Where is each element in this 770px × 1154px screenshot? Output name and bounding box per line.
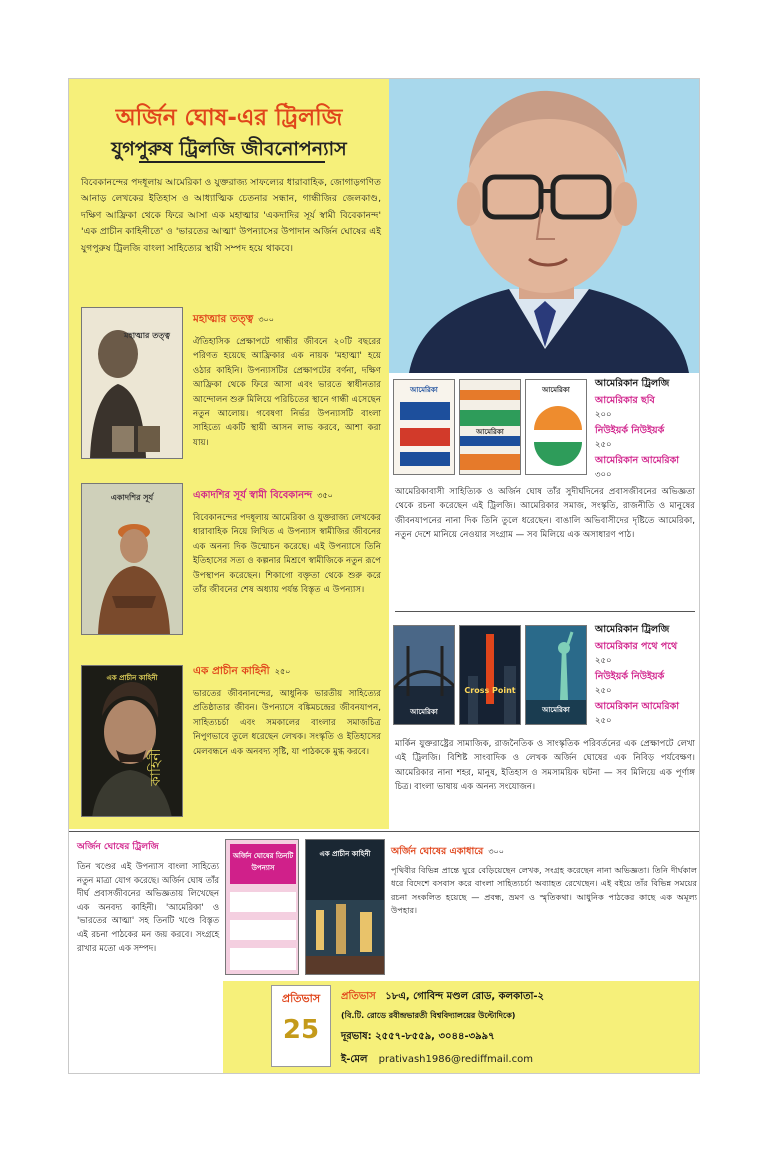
- right-top-item-2-price: ২৫০: [595, 440, 612, 450]
- author-portrait: [389, 79, 700, 373]
- right-top-item-1: আমেরিকার ছবি: [595, 395, 655, 406]
- publisher-email-label: ই-মেল: [341, 1054, 368, 1065]
- book-2-price: ৩৫০: [317, 491, 333, 500]
- page-title: অর্জিন ঘোষ-এর ট্রিলজি: [115, 105, 343, 131]
- right-top-item-3-price: ৩০০: [595, 470, 612, 480]
- bottom-cover-1: [225, 839, 299, 975]
- bottom-cover-2-label: এক প্রাচীন কাহিনী: [319, 850, 371, 858]
- bottom-left-section: [77, 839, 219, 955]
- right-bottom-item-1: আমেরিকার পথে পথে: [595, 641, 678, 652]
- bottom-right-section: [391, 839, 697, 918]
- book-1-price: ৩০০: [258, 315, 274, 324]
- bottom-cover-1-label: অর্জিন ঘোষের তিনটি উপন্যাস: [232, 852, 294, 872]
- right-top-cover-3: [525, 379, 587, 475]
- section-divider-bottom: [69, 831, 700, 832]
- right-bottom-section: [389, 617, 700, 831]
- bottom-right-description: পৃথিবীর বিভিন্ন প্রান্তে ঘুরে বেড়িয়েছেন লেখক, সংগ্রহ করেছেন নানা অভিজ্ঞতা। তিনি দীর্ঘকাল ধরে বিদেশে বসবাস করে বাংলা সাহিত্যচর্চা অব্যাহত রেখেছেন। এই বইয়ে তাঁর বিভিন্ন সময়ের রচনা সংকলিত হয়েছে — প্রবন্ধ, ভ্রমণ ও স্মৃতিকথা। আধুনিক পাঠকের কাছে এক অমূল্য উপহার।: [391, 865, 697, 916]
- right-bottom-item-1-price: ২৫০: [595, 656, 612, 666]
- right-bottom-cover-3-label: আমেরিকা: [542, 706, 570, 714]
- bottom-right-price: ৩০০: [488, 847, 504, 856]
- book-3-info: [193, 659, 381, 759]
- book-cover-1: [81, 307, 183, 459]
- right-top-description: আমেরিকাবাসী সাহিত্যিক ও অর্জিন ঘোষ তাঁর সুদীর্ঘদিনের প্রবাসজীবনের অভিজ্ঞতা থেকে রচনা করেছেন এই ট্রিলজি। আমেরিকার সমাজ, সংস্কৃতি, রাজনীতি ও মানুষের জীবনযাপনের নানা দিক তিনি তুলে ধরেছেন। বাঙালি অভিবাসীদের দৃষ্টিতে আমেরিকা, নতুন দেশে মানিয়ে নেওয়ার সংগ্রাম — সব মিলিয়ে এক অসাধারণ পাঠ।: [395, 487, 695, 541]
- right-bottom-cover-1-label: আমেরিকা: [410, 708, 438, 716]
- city-cover-art: [460, 626, 521, 725]
- right-divider-1: [395, 611, 695, 612]
- book-3-title: এক প্রাচীন কাহিনী: [193, 665, 270, 677]
- right-top-item-3: আমেরিকান আমেরিকা: [595, 455, 680, 466]
- book-1-title: মহাত্মার তত্ত্ব: [193, 313, 254, 325]
- publisher-phone: দূরভাষ: ২৫৫৭-৮৫৫৯, ৩০৪৪-৩৯৯৭: [341, 1031, 495, 1042]
- right-top-list: [595, 377, 699, 482]
- right-top-section: [389, 373, 700, 609]
- publisher-name: প্রতিভাস: [341, 991, 376, 1002]
- book-2-description: বিবেকানন্দের পদধূলায় আমেরিকা ও যুক্তরাজ্য লেখকের ধারাবাহিক নিয়ে লিখিত এ উপন্যাস স্বামীজির জীবনের এক অনন্য দিক উন্মোচন করেছে। এই উপন্যাসে তিনি ইতিহাসের সত্য ও কল্পনার মিশ্রণে স্বামীজিকে নতুন রূপে উপস্থাপন করেছেন। শিকাগো বক্তৃতা থেকে শুরু করে তাঁর জীবনের শেষ অধ্যায় পর্যন্ত বিস্তৃত এ উপন্যাস।: [193, 513, 381, 596]
- right-bottom-description: মার্কিন যুক্তরাষ্ট্রের সামাজিক, রাজনৈতিক ও সাংস্কৃতিক পরিবর্তনের এক প্রেক্ষাপটে লেখা এই ট্রিলজি। বিশিষ্ট সাংবাদিক ও লেখক অর্জিন ঘোষের এক নিবিড় পর্যবেক্ষণ। আমেরিকার নানা শহর, মানুষ, ইতিহাস ও সমসাময়িক ঘটনা — সব মিলিয়ে এক পূর্ণাঙ্গ চিত্র। বাংলা ভাষায় এক অনন্য সংযোজন।: [395, 739, 695, 793]
- publisher-logo: [271, 985, 331, 1067]
- bankim-cover-image: [82, 666, 183, 817]
- book-cover-3: [81, 665, 183, 817]
- intro-paragraph: বিবেকানন্দের পদধূলায় আমেরিকা ও যুক্তরাজ্য সাফল্যের ধারাবাহিক, জোগাড়গণিত আনাড় লেখকের ইতিহাস ও আধ্যাত্মিক চেতনার সন্ধান, গান্ধীজির জেলকাণ্ড, দক্ষিণ আফ্রিকা থেকে ফিরে আসা এক মহাত্মার 'একদাদির সূর্য স্বামী বিবেকানন্দ' 'এক প্রাচীন কাহিনীতে' ও 'ভারতের আত্মা' উপন্যাসের উপাদান অর্জিন ঘোষের এই যুগপুরুষ ট্রিলজি বাংলা সাহিত্যের স্থায়ী সম্পদ হয়ে থাকবে।: [81, 177, 381, 254]
- bottom-left-title: অর্জিন ঘোষের ট্রিলজি: [77, 842, 159, 852]
- publisher-logo-text: প্রতিভাস: [281, 992, 321, 1005]
- bottom-right-title: অর্জিন ঘোষের একাধারে: [391, 846, 484, 857]
- right-top-cover-2: [459, 379, 521, 475]
- book-3-description: ভারতের জীবনানন্দের, আধুনিক ভারতীয় সাহিত্যের প্রতিষ্ঠাতার জীবন। উপন্যাসে বঙ্কিমচন্দ্রের জীবনযাপন, সাহিত্যচর্চা এবং সমকালের বাংলার সমাজচিত্র নিপুণভাবে তুলে ধরেছেন লেখক। সংস্কৃতি ও ইতিহাসের মেলবন্ধনে এক অনবদ্য সৃষ্টি, যা পাঠককে মুগ্ধ করবে।: [193, 689, 381, 757]
- right-bottom-cover-1: [393, 625, 455, 725]
- right-top-cover-1-label: আমেরিকা: [410, 386, 438, 394]
- right-top-cover-2-label: আমেরিকা: [476, 428, 504, 436]
- bottom-cover-2: [305, 839, 385, 975]
- right-bottom-item-2: নিউইয়র্ক নিউইয়র্ক: [595, 671, 665, 682]
- right-bottom-heading: আমেরিকান ট্রিলজি: [595, 624, 670, 635]
- right-top-heading: আমেরিকান ট্রিলজি: [595, 378, 670, 389]
- page-subtitle: যুগপুরুষ ট্রিলজি জীবনোপন্যাস: [111, 138, 347, 160]
- right-bottom-list: [595, 623, 699, 728]
- book-2-title: একাদশির সূর্য স্বামী বিবেকানন্দ: [193, 490, 313, 501]
- right-top-cover-1: [393, 379, 455, 475]
- book-cover-2: [81, 483, 183, 635]
- book-cover-3-title: এক প্রাচীন কাহিনী: [106, 674, 158, 682]
- book-advertisement: [68, 78, 700, 1074]
- right-bottom-item-2-price: ২৫০: [595, 686, 612, 696]
- svg-text:কাহিনী: কাহিনী: [148, 748, 164, 786]
- bottom-cover-2-art: [306, 840, 385, 975]
- right-top-item-2: নিউইয়র্ক নিউইয়র্ক: [595, 425, 665, 436]
- publisher-address: ১৮এ, গোবিন্দ মণ্ডল রোড, কলকাতা-২: [385, 991, 545, 1002]
- title-underline: [139, 161, 325, 163]
- right-top-cover-3-label: আমেরিকা: [542, 386, 570, 394]
- book-1-description: ঐতিহাসিক প্রেক্ষাপটে গান্ধীর জীবনে ২০টি বছরের পরিণত হয়েছে আফ্রিকার এক নায়ক 'মহাত্মা' হয়ে ওঠার কাহিনি। উপন্যাসটির প্রেক্ষাপটের বর্ণনা, দক্ষিণ আফ্রিকা থেকে ফিরে আসা এবং ভারতে স্বাধীনতার আন্দোলন শুরু মিলিয়ে পরিচিতের স্থানে গান্ধী এসেছেন নতুন আলোয়। গবেষণা নির্ভর উপন্যাসটি বাংলা সাহিত্যে একটি স্থায়ী আসন লাভ করবে, আশা করা যায়।: [193, 337, 381, 448]
- author-photo: [389, 79, 700, 373]
- right-bottom-cover-3: [525, 625, 587, 725]
- right-bottom-cover-2: [459, 625, 521, 725]
- book-cover-1-title: মহাত্মার তত্ত্ব: [124, 331, 170, 340]
- right-bottom-item-3: আমেরিকান আমেরিকা: [595, 701, 680, 712]
- vivekananda-cover-image: [82, 484, 183, 635]
- publisher-info: [341, 989, 697, 1069]
- right-bottom-item-3-price: ২৫০: [595, 716, 612, 726]
- right-top-item-1-price: ২০০: [595, 410, 612, 420]
- book-3-price: ২৫০: [274, 667, 291, 676]
- bottom-left-description: তিন খণ্ডের এই উপন্যাস বাংলা সাহিত্যে নতুন মাত্রা যোগ করেছে। অর্জিন ঘোষ তাঁর দীর্ঘ প্রবাসজীবনের অভিজ্ঞতায় লিখেছেন এক অনবদ্য কাহিনী। 'আমেরিকা' ও 'ভারতের আত্মা' সহ তিনটি খণ্ডে বিস্তৃত এই রচনা পাঠকের মন জয় করবে। সংগ্রহে রাখার মতো এক সম্পদ।: [77, 861, 219, 953]
- publisher-landmark: (বি.টি. রোডে রবীন্দ্রভারতী বিশ্ববিদ্যালয়ের উল্টোদিকে): [341, 1011, 516, 1020]
- book-cover-2-title: একাদশির সূর্য: [110, 493, 154, 502]
- publisher-email[interactable]: prativash1986@rediffmail.com: [378, 1054, 533, 1065]
- book-1-info: [193, 307, 381, 450]
- right-bottom-cover-2-label: Cross Point: [464, 686, 516, 695]
- anniversary-badge: 25: [282, 1015, 320, 1045]
- book-2-info: [193, 483, 381, 597]
